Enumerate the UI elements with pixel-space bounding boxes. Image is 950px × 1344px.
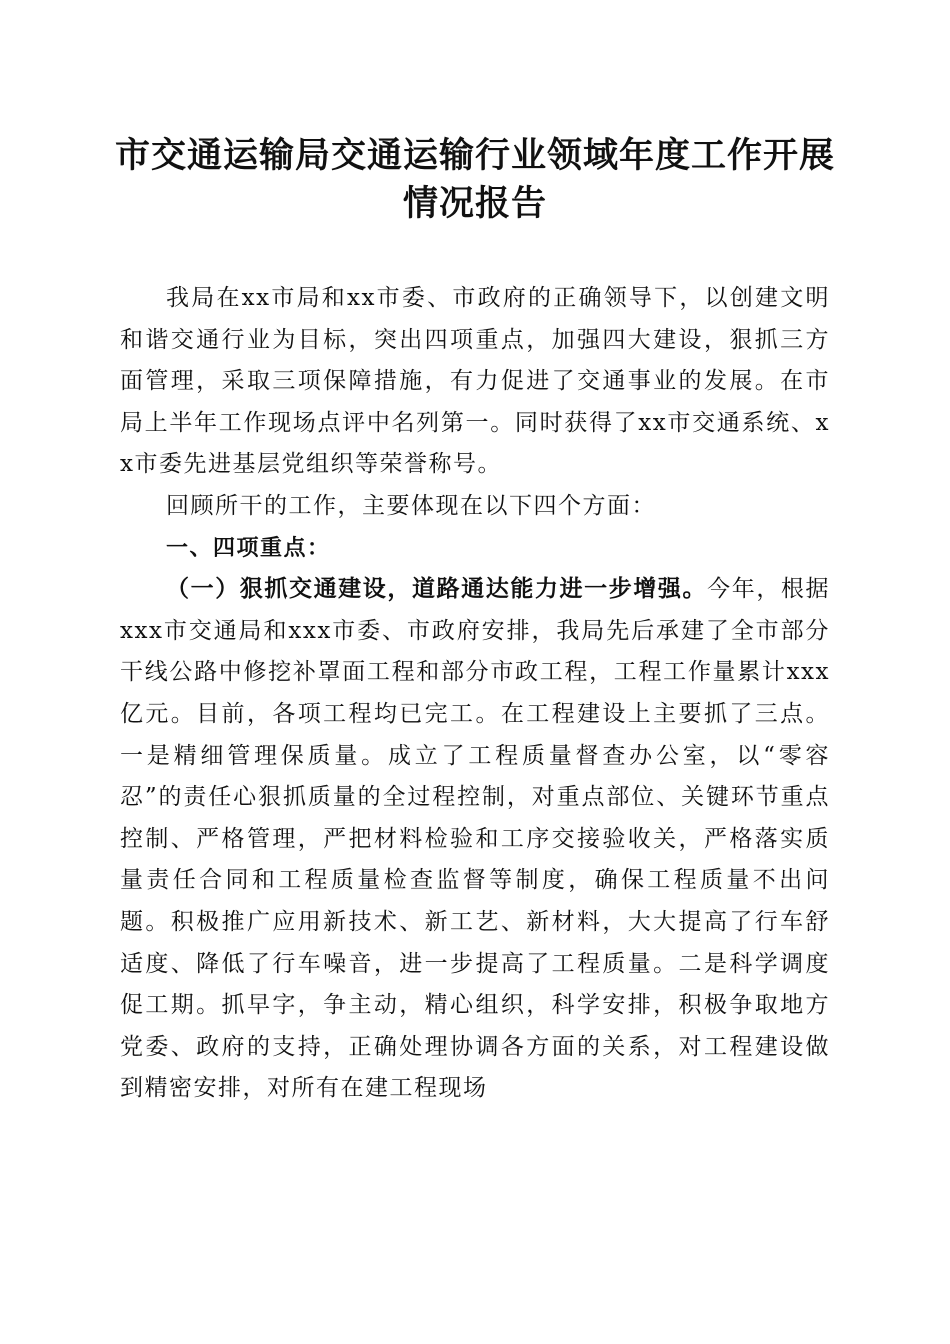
section-paragraph	[120, 569, 830, 1110]
intro-paragraph: 我局在xx市局和xx市委、市政府的正确领导下，以创建文明和谐交通行业为目标，突出四项重点，加强四大建设，狠抓三方面管理，采取三项保障措施，有力促进了交通事业的发展。在市局上半年工作现场点评中名列第一。同时获得了xx市交通系统、xx市委先进基层党组织等荣誉称号。	[120, 285, 830, 478]
document-body	[120, 278, 830, 1110]
subsection-text: 今年，根据xxx市交通局和xxx市委、市政府安排，我局先后承建了全市部分干线公路中修挖补罩面工程和部分市政工程，工程工作量累计xxx亿元。目前，各项工程均已完工。在工程建设上主要抓了三点。一是精细管理保质量。成立了工程质量督查办公室，以“零容忍”的责任心狠抓质量的全过程控制，对重点部位、关键环节重点控制、严格管理，严把材料检验和工序交接验收关，严格落实质量责任合同和工程质量检查监督等制度，确保工程质量不出问题。积极推广应用新技术、新工艺、新材料，大大提高了行车舒适度、降低了行车噪音，进一步提高了工程质量。二是科学调度促工期。抓早字，争主动，精心组织，科学安排，积极争取地方党委、政府的支持，正确处理协调各方面的关系，对工程建设做到精密安排，对所有在建工程现场	[120, 576, 831, 1102]
document-title	[100, 132, 850, 228]
title-line-2: 情况报告	[402, 184, 547, 224]
title-line-1: 市交通运输局交通运输行业领域年度工作开展	[114, 136, 835, 176]
subsection-lead: （一）狠抓交通建设，道路通达能力进一步增强。	[166, 576, 708, 603]
section-heading: 一、四项重点：	[166, 535, 331, 561]
summary-paragraph: 回顾所干的工作，主要体现在以下四个方面：	[166, 492, 656, 519]
